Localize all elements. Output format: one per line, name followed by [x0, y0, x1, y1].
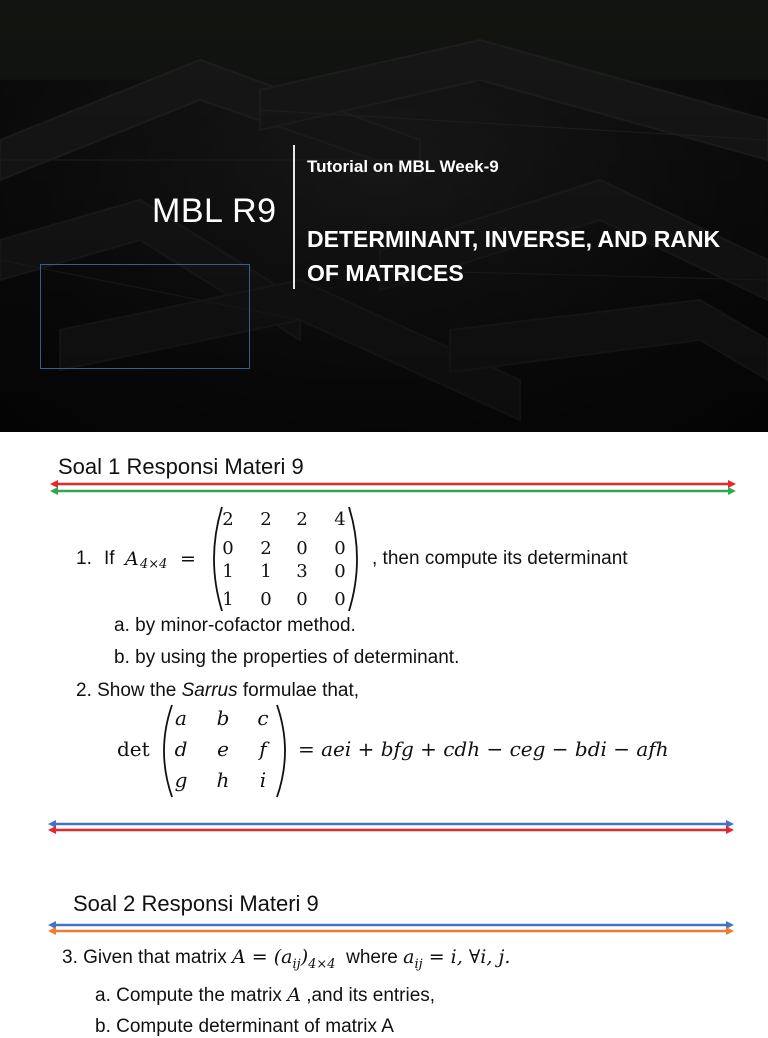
double-arrow-rule — [48, 478, 738, 498]
q1-lead: If — [104, 548, 115, 569]
q3-cond-rest: = i, ∀i, j. — [422, 946, 511, 968]
q3-a-var: A — [287, 984, 301, 1006]
det-label: det — [117, 737, 150, 761]
matrix-cell: f — [259, 737, 267, 761]
matrix-cell: 2 — [296, 509, 308, 530]
q1-matrix-subscript: 4×4 — [140, 557, 168, 572]
q1-number: 1. — [76, 548, 92, 569]
q2-text-post: formulae that, — [237, 680, 360, 701]
title-divider — [293, 145, 295, 289]
section-title-soal-1: Soal 1 Responsi Materi 9 — [58, 454, 304, 479]
q3-matrix-dim: 4×4 — [308, 956, 336, 972]
matrix-cell: c — [257, 706, 269, 730]
right-paren — [345, 505, 367, 613]
matrix-cell: e — [217, 737, 229, 761]
q3-a-post: ,and its entries, — [300, 985, 436, 1006]
empty-outline-box — [40, 264, 250, 369]
matrix-cell: 0 — [222, 538, 234, 559]
matrix-cell: 0 — [296, 538, 308, 559]
q2-text-italic: Sarrus — [181, 680, 238, 701]
matrix-cell: i — [259, 768, 267, 792]
q2-matrix — [165, 706, 285, 796]
matrix-cell: 2 — [260, 509, 272, 530]
matrix-cell: a — [175, 706, 187, 730]
q1-suffix: , then compute its determinant — [372, 548, 628, 569]
q3-text — [62, 946, 510, 972]
matrix-cell: 2 — [222, 509, 234, 530]
q3-cond-a: a — [403, 946, 415, 968]
q3-option-a — [95, 984, 435, 1007]
q1-option-a: a. by minor-cofactor method. — [114, 615, 356, 636]
slide-main-title: DETERMINANT, INVERSE, AND RANK OF MATRICES — [307, 226, 721, 286]
q3-cond-sub: ij — [414, 956, 423, 972]
q3-where: where — [346, 947, 398, 968]
q3-matrix-expr: A = (a — [232, 946, 293, 968]
matrix-cell: 3 — [296, 561, 308, 582]
title-slide — [0, 0, 768, 432]
matrix-cell: 0 — [334, 561, 346, 582]
double-arrow-rule — [46, 818, 736, 838]
double-arrow-rule — [46, 919, 736, 939]
matrix-cell: 0 — [260, 589, 272, 610]
det-right-paren — [273, 703, 295, 799]
matrix-cell: d — [174, 737, 188, 761]
slide-subtitle: Tutorial on MBL Week-9 — [307, 157, 499, 176]
q1-matrix — [214, 509, 354, 609]
q1-option-b: b. by using the properties of determinant. — [114, 647, 460, 668]
section-title-soal-2: Soal 2 Responsi Materi 9 — [73, 891, 319, 916]
matrix-cell: 0 — [296, 589, 308, 610]
matrix-cell: 0 — [334, 538, 346, 559]
q3-a-pre: a. Compute the matrix — [95, 985, 288, 1006]
matrix-cell: 0 — [334, 589, 346, 610]
q3-option-b: b. Compute determinant of matrix A — [95, 1016, 394, 1037]
q1-matrix-name: A — [125, 548, 139, 570]
matrix-cell: 1 — [260, 561, 272, 582]
matrix-cell: g — [174, 768, 188, 792]
matrix-cell: 4 — [334, 509, 346, 530]
matrix-cell: h — [216, 768, 230, 792]
matrix-cell: 2 — [260, 538, 272, 559]
sarrus-rhs: = aei + bfg + cdh − ceg − bdi − afh — [298, 737, 669, 761]
q2-text — [76, 680, 359, 702]
q1-equals: = — [180, 548, 196, 570]
matrix-cell: 1 — [222, 589, 234, 610]
matrix-cell: b — [216, 706, 230, 730]
matrix-cell: 1 — [222, 561, 234, 582]
q3-text-pre: 3. Given that matrix — [62, 947, 233, 968]
q3-matrix-sub: ij — [292, 956, 301, 972]
q2-text-pre: 2. Show the — [76, 680, 182, 701]
slide-title: MBL R9 — [152, 192, 277, 230]
q3-matrix-close: ) — [300, 946, 309, 968]
